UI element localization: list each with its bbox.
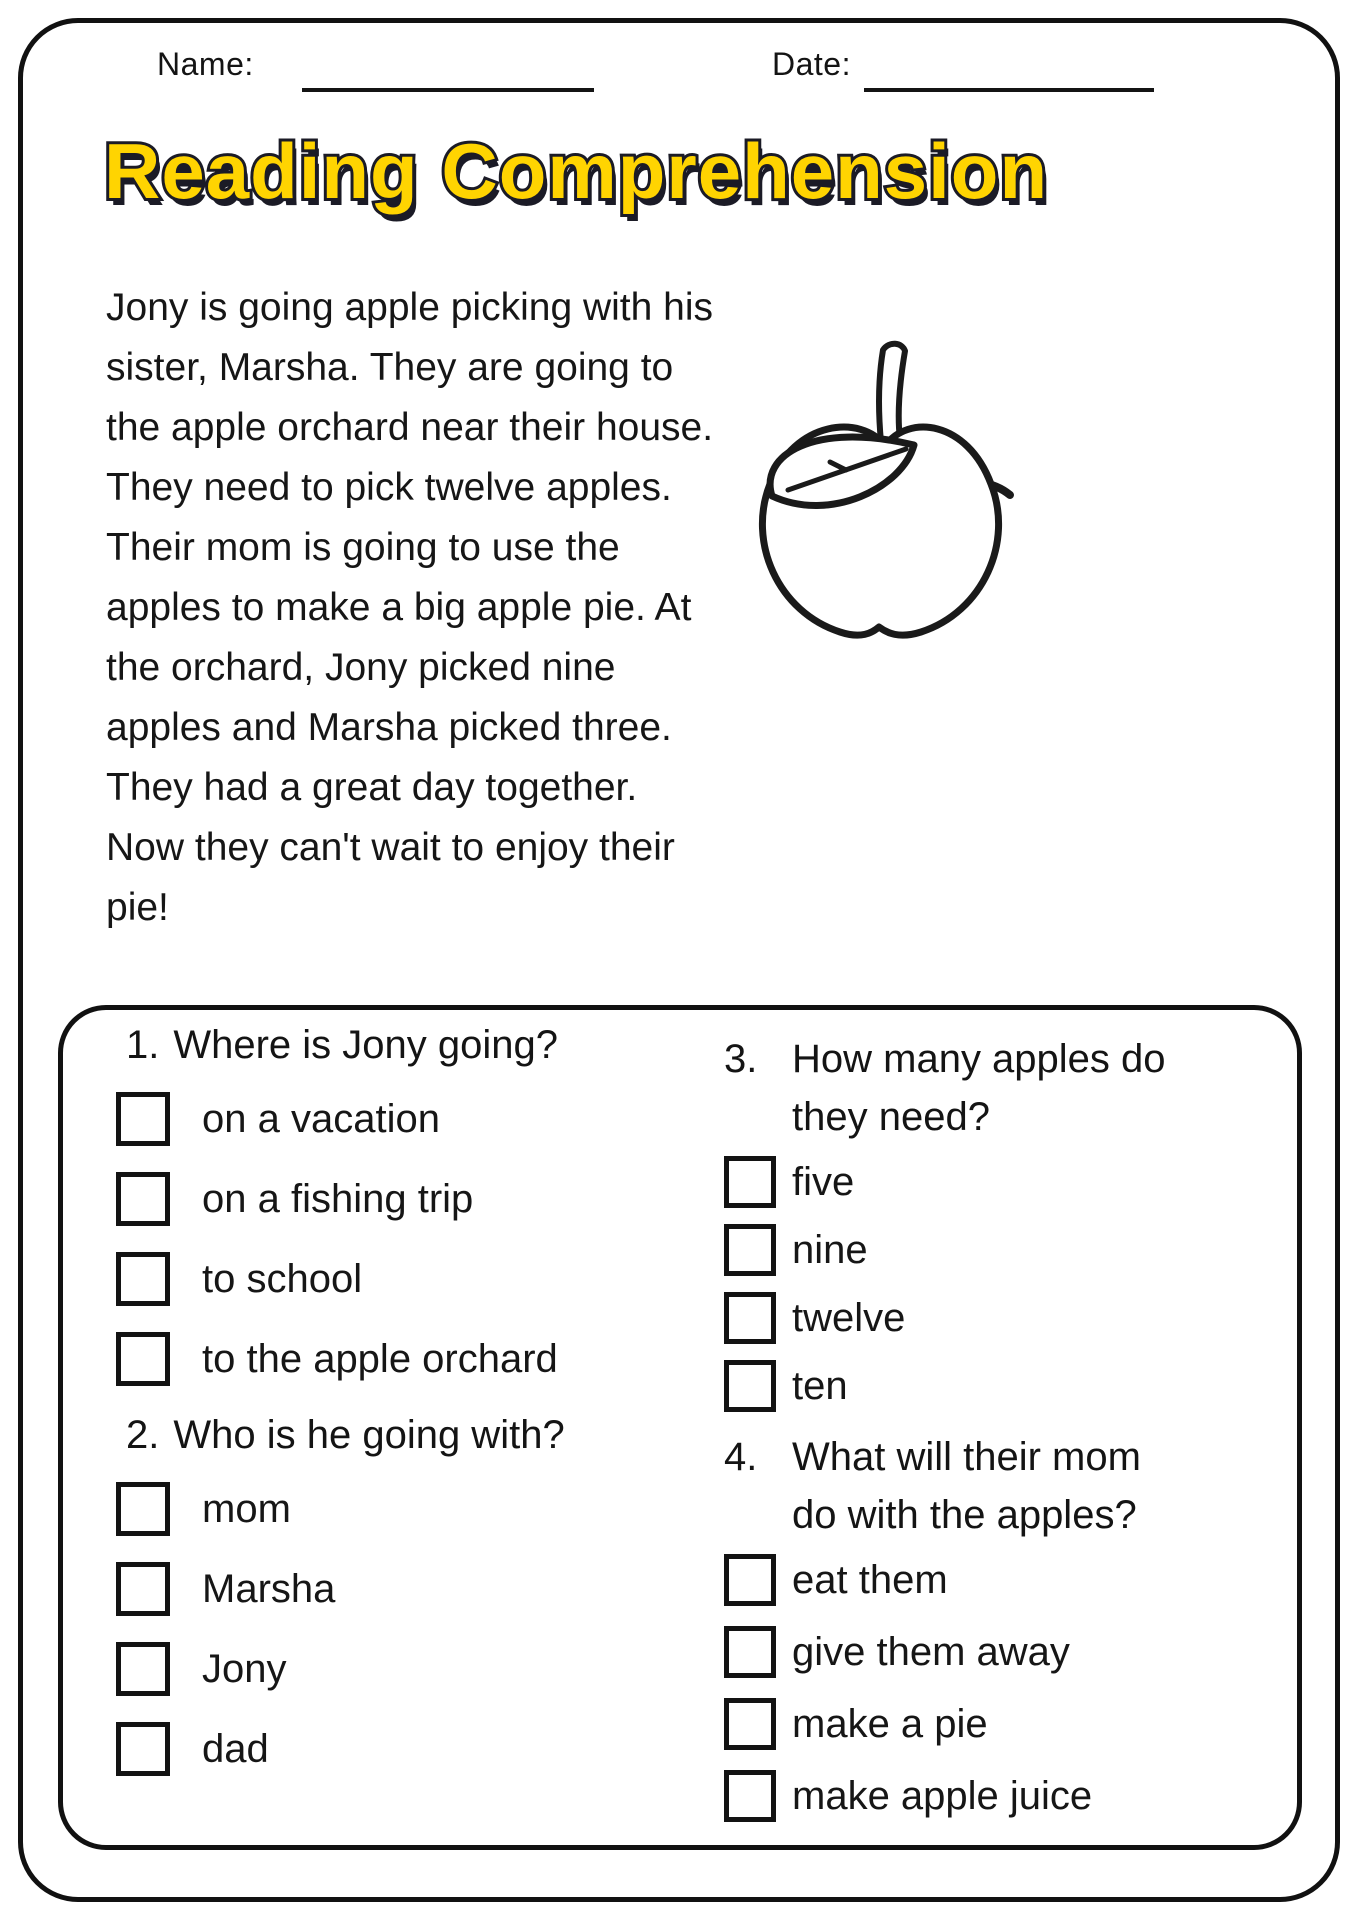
option-row [116, 1172, 616, 1226]
passage-line: the orchard, Jony picked nine [106, 646, 616, 689]
passage-line: Now they can't wait to enjoy their [106, 826, 675, 869]
answer-checkbox-q4-b[interactable] [724, 1626, 776, 1678]
questions-column-left [116, 1022, 616, 1802]
answer-checkbox-q1-c[interactable] [116, 1252, 170, 1306]
question-3-number: 3. [724, 1037, 758, 1081]
option-label: to school [202, 1256, 363, 1301]
option-label: Marsha [202, 1566, 336, 1611]
question-1-number: 1. [126, 1023, 160, 1067]
option-label: on a vacation [202, 1096, 440, 1141]
answer-checkbox-q3-d[interactable] [724, 1360, 776, 1412]
answer-checkbox-q3-b[interactable] [724, 1224, 776, 1276]
name-input-line[interactable] [302, 60, 594, 92]
answer-checkbox-q4-a[interactable] [724, 1554, 776, 1606]
passage-line: sister, Marsha. They are going to [106, 346, 674, 389]
option-label: five [792, 1159, 855, 1204]
option-row [724, 1698, 1290, 1750]
passage-line: They need to pick twelve apples. [106, 466, 672, 509]
option-label: to the apple orchard [202, 1336, 558, 1381]
questions-column-right [724, 1030, 1290, 1842]
option-label: ten [792, 1363, 848, 1408]
answer-checkbox-q3-c[interactable] [724, 1292, 776, 1344]
option-row [116, 1722, 616, 1776]
question-3-heading [724, 1030, 1290, 1146]
option-row [724, 1770, 1290, 1822]
option-row [724, 1292, 1290, 1344]
option-label: nine [792, 1227, 868, 1272]
question-2-text: Who is he going with? [173, 1413, 565, 1457]
option-label: Jony [202, 1646, 287, 1691]
passage-line: Jony is going apple picking with his [106, 286, 714, 329]
passage-line: the apple orchard near their house. [106, 406, 714, 449]
option-label: on a fishing trip [202, 1176, 474, 1221]
date-label: Date: [772, 46, 851, 82]
question-2-number: 2. [126, 1413, 160, 1457]
question-3-text: How many apples do they need? [792, 1037, 1166, 1139]
option-row [724, 1224, 1290, 1276]
option-row [116, 1252, 616, 1306]
answer-checkbox-q2-d[interactable] [116, 1722, 170, 1776]
apple-illustration [742, 336, 1018, 656]
answer-checkbox-q4-c[interactable] [724, 1698, 776, 1750]
option-row [724, 1156, 1290, 1208]
option-label: dad [202, 1726, 269, 1771]
option-row [116, 1562, 616, 1616]
option-row [724, 1360, 1290, 1412]
question-2-heading [126, 1412, 616, 1458]
passage-line: pie! [106, 886, 169, 929]
option-row [724, 1626, 1290, 1678]
option-row [116, 1482, 616, 1536]
passage-line: They had a great day together. [106, 766, 638, 809]
option-label: make apple juice [792, 1773, 1093, 1818]
apple-icon [742, 336, 1018, 656]
option-row [724, 1554, 1290, 1606]
option-label: mom [202, 1486, 291, 1531]
question-4-heading [724, 1428, 1290, 1544]
option-label: give them away [792, 1629, 1070, 1674]
option-row [116, 1092, 616, 1146]
passage-line: apples to make a big apple pie. At [106, 586, 692, 629]
name-label: Name: [157, 46, 254, 82]
answer-checkbox-q2-b[interactable] [116, 1562, 170, 1616]
question-1-heading [126, 1022, 616, 1068]
answer-checkbox-q1-d[interactable] [116, 1332, 170, 1386]
option-row [116, 1642, 616, 1696]
worksheet-title: Reading Comprehension [104, 127, 1049, 215]
question-4-number: 4. [724, 1435, 758, 1479]
answer-checkbox-q2-a[interactable] [116, 1482, 170, 1536]
option-label: make a pie [792, 1701, 988, 1746]
answer-checkbox-q1-b[interactable] [116, 1172, 170, 1226]
question-4-text: What will their mom do with the apples? [792, 1435, 1141, 1537]
option-label: twelve [792, 1295, 906, 1340]
answer-checkbox-q4-d[interactable] [724, 1770, 776, 1822]
date-input-line[interactable] [864, 60, 1154, 92]
passage-line: apples and Marsha picked three. [106, 706, 672, 749]
passage-line: Their mom is going to use the [106, 526, 620, 569]
answer-checkbox-q3-a[interactable] [724, 1156, 776, 1208]
option-label: eat them [792, 1557, 948, 1602]
question-1-text: Where is Jony going? [173, 1023, 559, 1067]
option-row [116, 1332, 616, 1386]
answer-checkbox-q1-a[interactable] [116, 1092, 170, 1146]
passage [106, 278, 713, 938]
answer-checkbox-q2-c[interactable] [116, 1642, 170, 1696]
